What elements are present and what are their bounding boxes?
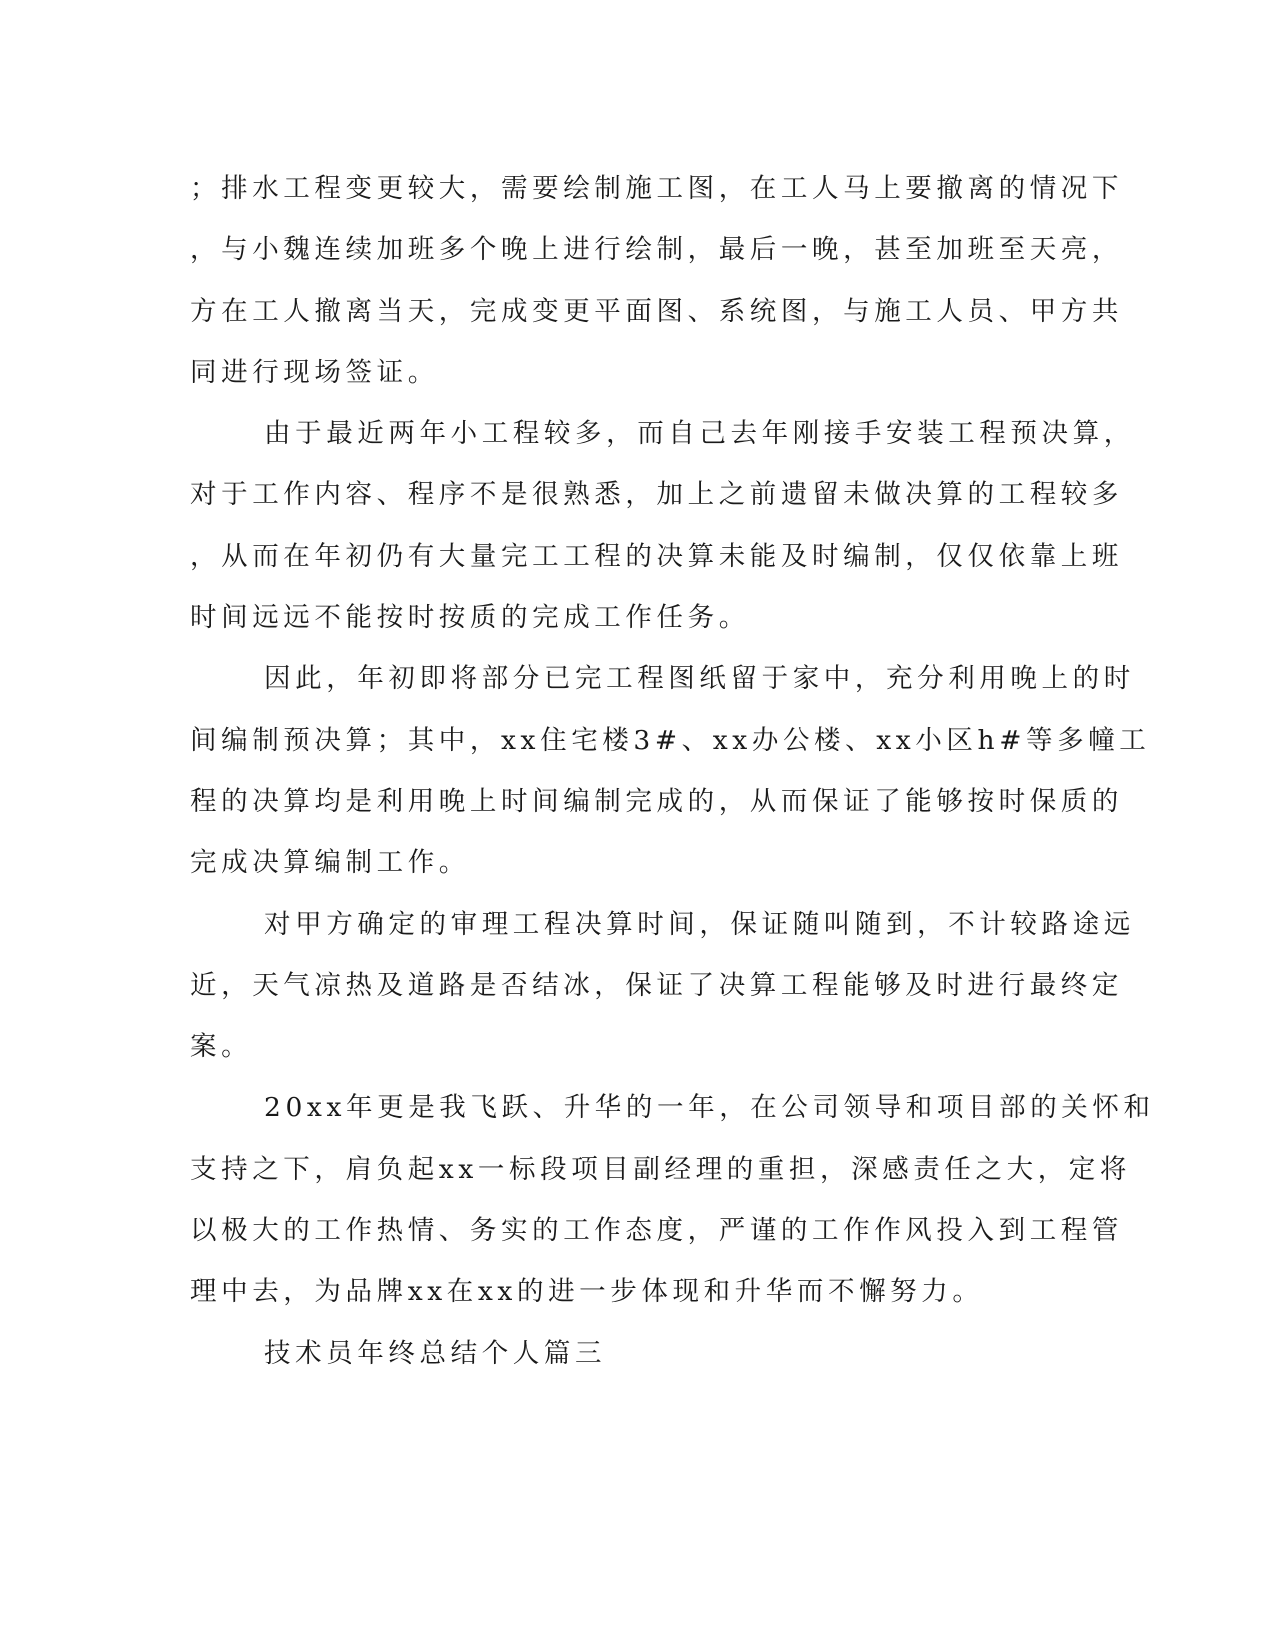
text-line: ，从而在年初仍有大量完工工程的决算未能及时编制，仅仅依靠上班: [190, 540, 1123, 572]
text-line: 因此，年初即将部分已完工程图纸留于家中，充分利用晚上的时: [264, 663, 1135, 695]
paragraph-2: [190, 403, 1135, 648]
text-line: 同进行现场签证。: [190, 356, 439, 388]
text-line: 支持之下，肩负起xx一标段项目副经理的重担，深感责任之大，定将: [190, 1153, 1131, 1185]
text-line: 案。: [190, 1031, 253, 1063]
text-line: 间编制预决算；其中，xx住宅楼3#、xx办公楼、xx小区h#等多幢工: [190, 724, 1151, 756]
text-line: 20xx年更是我飞跃、升华的一年，在公司领导和项目部的关怀和: [264, 1092, 1155, 1124]
body-text: [190, 158, 1155, 1384]
paragraph-3: [190, 648, 1151, 893]
paragraph-4: [190, 894, 1135, 1078]
text-line: 由于最近两年小工程较多，而自己去年刚接手安装工程预决算，: [264, 418, 1135, 450]
text-line: ，与小魏连续加班多个晚上进行绘制，最后一晚，甚至加班至天亮，: [190, 234, 1123, 266]
text-line: 方在工人撤离当天，完成变更平面图、系统图，与施工人员、甲方共: [190, 295, 1123, 327]
text-line: 完成决算编制工作。: [190, 847, 470, 879]
heading-line: 技术员年终总结个人篇三: [264, 1337, 607, 1369]
text-line: 对于工作内容、程序不是很熟悉，加上之前遗留未做决算的工程较多: [190, 479, 1123, 511]
text-line: 近，天气凉热及道路是否结冰，保证了决算工程能够及时进行最终定: [190, 969, 1123, 1001]
section-heading: [190, 1323, 1080, 1384]
paragraph-1: [190, 158, 1123, 403]
text-line: ；排水工程变更较大，需要绘制施工图，在工人马上要撤离的情况下: [190, 173, 1123, 204]
paragraph-5: [190, 1077, 1155, 1322]
text-line: 以极大的工作热情、务实的工作态度，严谨的工作作风投入到工程管: [190, 1215, 1123, 1247]
text-line: 对甲方确定的审理工程决算时间，保证随叫随到，不计较路途远: [264, 908, 1135, 940]
text-line: 程的决算均是利用晚上时间编制完成的，从而保证了能够按时保质的: [190, 785, 1123, 817]
text-line: 理中去，为品牌xx在xx的进一步体现和升华而不懈努力。: [190, 1276, 984, 1308]
text-line: 时间远远不能按时按质的完成工作任务。: [190, 602, 750, 634]
